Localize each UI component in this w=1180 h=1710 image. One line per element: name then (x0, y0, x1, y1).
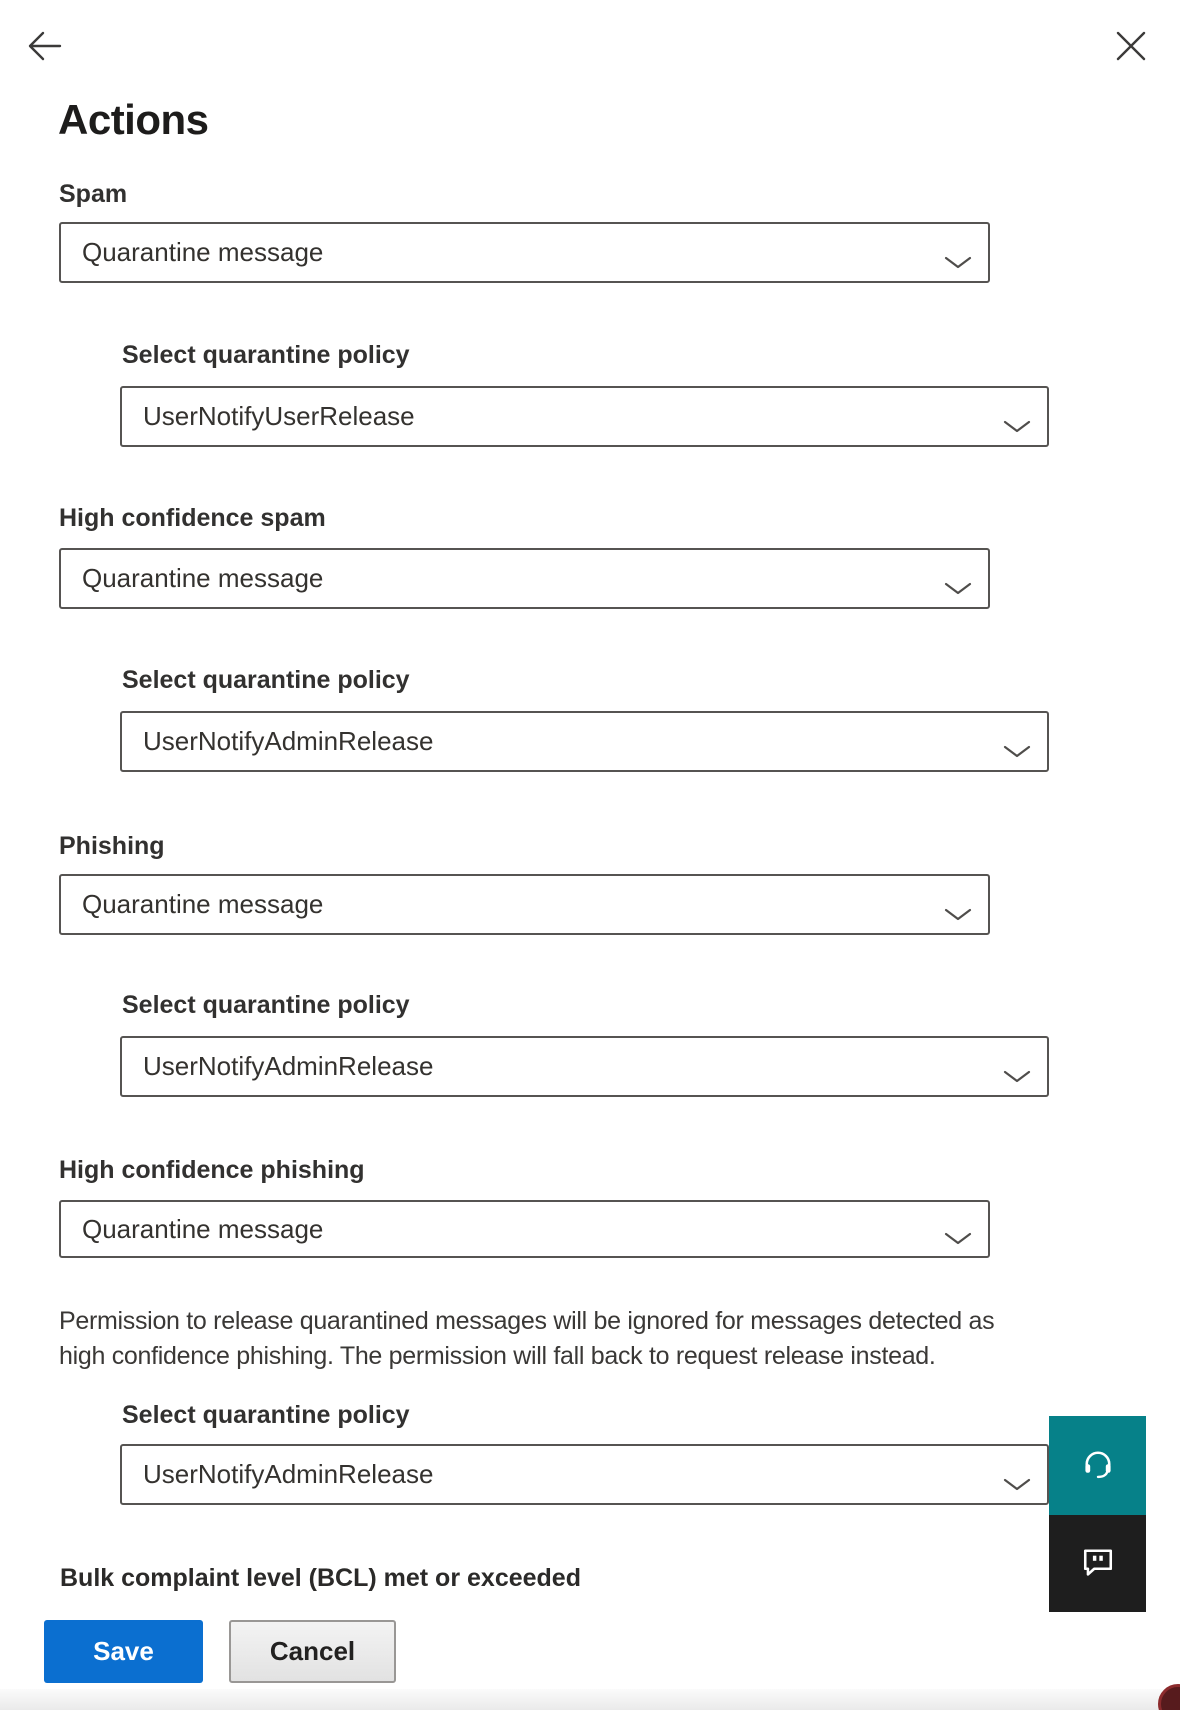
high-confidence-phishing-action-value: Quarantine message (82, 1213, 324, 1244)
spam-policy-value: UserNotifyUserRelease (143, 401, 415, 431)
headset-icon (1080, 1446, 1116, 1485)
spam-quarantine-policy-dropdown[interactable] (120, 386, 1049, 447)
support-widget-button[interactable] (1049, 1416, 1146, 1515)
phishing-action-dropdown[interactable] (59, 874, 990, 935)
spam-action-dropdown[interactable] (59, 222, 990, 283)
back-button[interactable] (24, 28, 64, 64)
high-confidence-phishing-action-dropdown[interactable] (59, 1200, 990, 1258)
high-confidence-phishing-quarantine-policy-dropdown[interactable] (120, 1444, 1049, 1505)
page-bottom-edge (0, 1689, 1180, 1710)
phishing-action-value: Quarantine message (82, 889, 324, 919)
spam-policy-label: Select quarantine policy (122, 341, 410, 369)
chevron-down-icon (1003, 1468, 1031, 1499)
close-icon (1112, 52, 1150, 67)
chevron-down-icon (944, 246, 972, 277)
close-button[interactable] (1112, 28, 1150, 64)
phishing-policy-label: Select quarantine policy (122, 991, 410, 1019)
high-confidence-spam-policy-label: Select quarantine policy (122, 666, 410, 694)
high-confidence-spam-action-dropdown[interactable] (59, 548, 990, 609)
phishing-quarantine-policy-dropdown[interactable] (120, 1036, 1049, 1097)
high-confidence-spam-policy-value: UserNotifyAdminRelease (143, 726, 434, 756)
chevron-down-icon (944, 898, 972, 929)
phishing-label: Phishing (59, 832, 165, 860)
chevron-down-icon (944, 1222, 972, 1253)
chevron-down-icon (1003, 410, 1031, 441)
arrow-left-icon (24, 52, 64, 67)
spam-label: Spam (59, 180, 128, 208)
phishing-policy-value: UserNotifyAdminRelease (143, 1051, 434, 1081)
high-confidence-phishing-note: Permission to release quarantined messages will be ignored for messages detected as high confidence phishing. The permission will fall back to request release instead. (59, 1307, 995, 1370)
save-button[interactable]: Save (44, 1620, 203, 1683)
high-confidence-phishing-policy-label: Select quarantine policy (122, 1401, 410, 1429)
high-confidence-phishing-policy-value: UserNotifyAdminRelease (143, 1459, 434, 1489)
chevron-down-icon (1003, 735, 1031, 766)
feedback-widget-button[interactable] (1049, 1515, 1146, 1612)
cancel-button[interactable]: Cancel (229, 1620, 396, 1683)
page-title: Actions (58, 96, 209, 143)
chevron-down-icon (1003, 1060, 1031, 1091)
chat-bubble-icon (1080, 1544, 1116, 1583)
spam-action-value: Quarantine message (82, 237, 324, 267)
high-confidence-spam-label: High confidence spam (59, 504, 326, 532)
corner-decoration (1158, 1684, 1180, 1710)
high-confidence-spam-action-value: Quarantine message (82, 563, 324, 593)
high-confidence-phishing-label: High confidence phishing (59, 1156, 365, 1184)
high-confidence-spam-quarantine-policy-dropdown[interactable] (120, 711, 1049, 772)
chevron-down-icon (944, 572, 972, 603)
bulk-complaint-level-label: Bulk complaint level (BCL) met or exceeded (60, 1564, 581, 1592)
